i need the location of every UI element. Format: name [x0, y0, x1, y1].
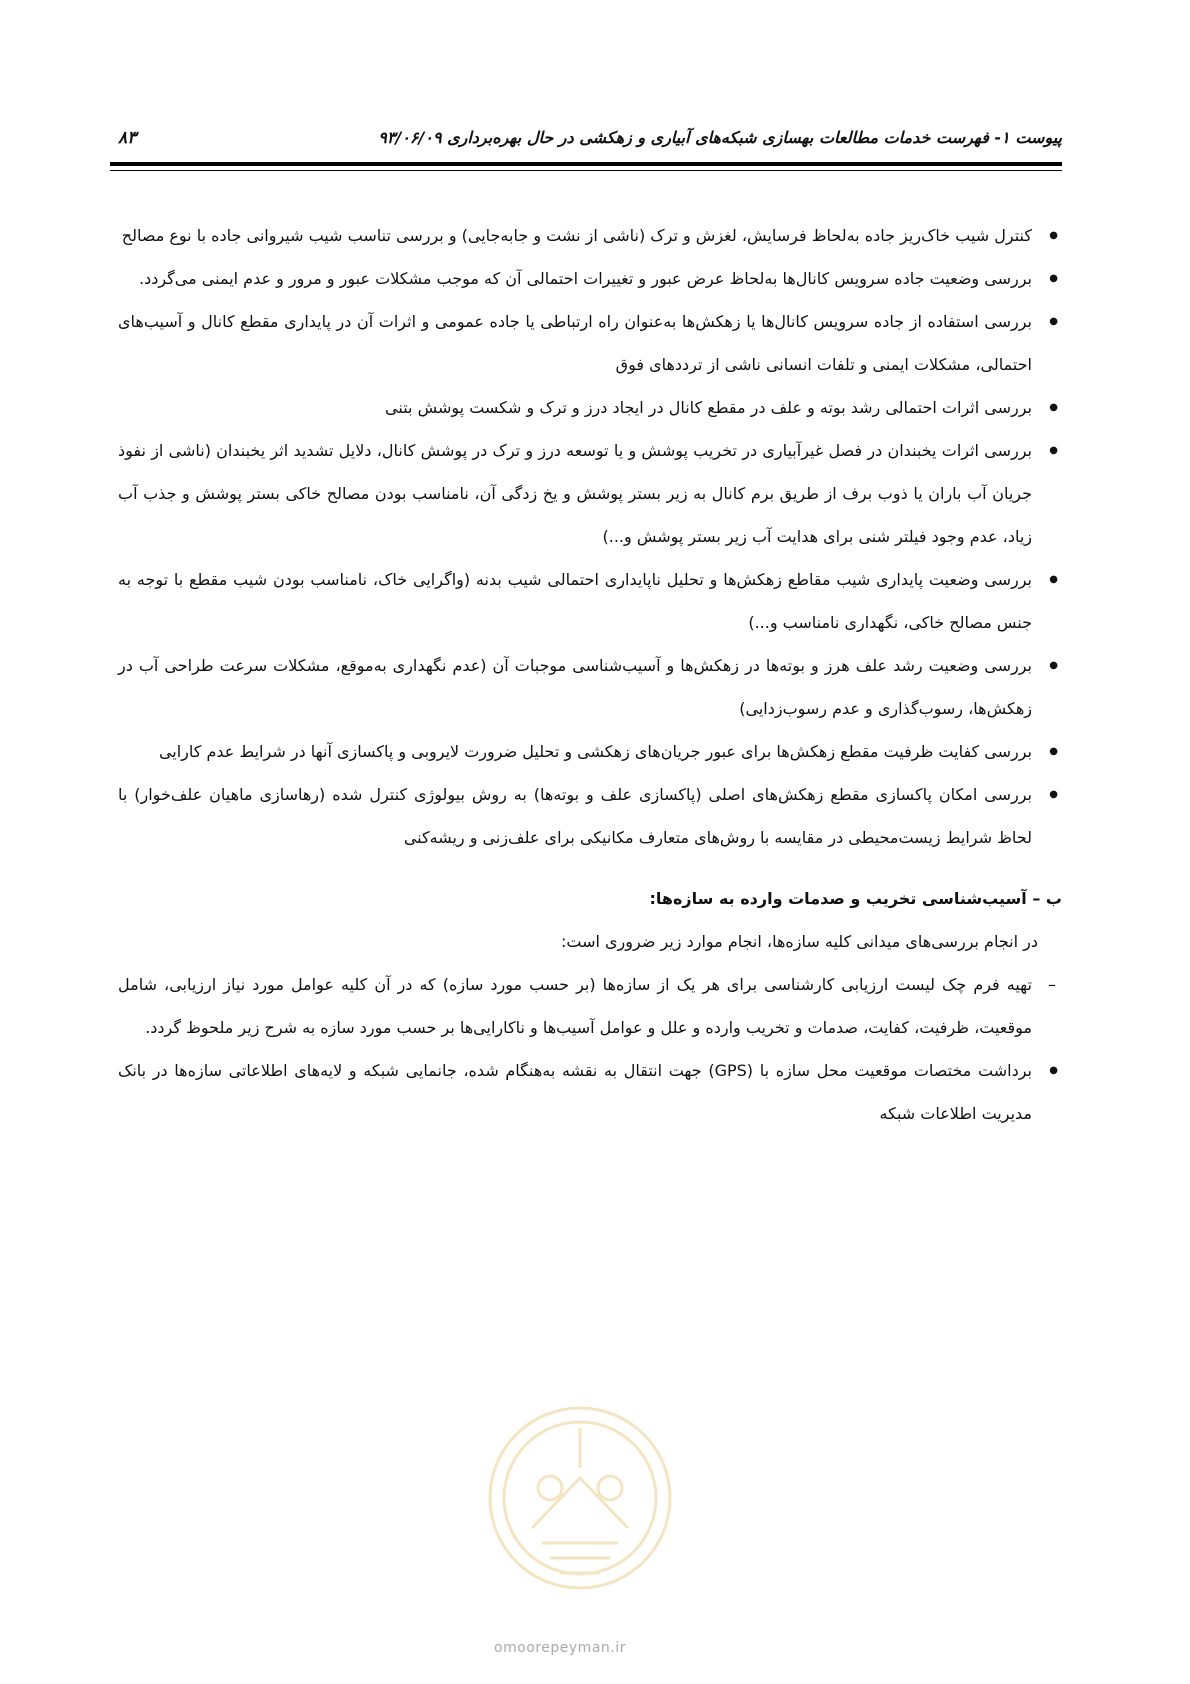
list-item: ● بررسی امکان پاکسازی مقطع زهکش‌های اصلی (پاکسازی علف و بوته‌ها) به روش بیولوژی کنترل شده (رهاسازی ماهیان علف‌خوار) با لحاظ شرایط زیست‌محیطی در مقایسه با روش‌های متعارف مکانیکی برای علف‌زنی و ریشه‌کنی [118, 773, 1062, 859]
list-item: ● بررسی وضعیت رشد علف هرز و بوته‌ها در زهکش‌ها و آسیب‌شناسی موجبات آن (عدم نگهداری به‌موقع، مشکلات سرعت طراحی آب در زهکش‌ها، رسوب‌گذاری و عدم رسوب‌زدایی) [118, 644, 1062, 730]
page-header [118, 128, 1062, 158]
list-item: ● بررسی اثرات یخبندان در فصل غیرآبیاری در تخریب پوشش و یا توسعه درز و ترک در پوشش کانال، دلایل تشدید اثر یخبندان (ناشی از نفوذ جریان آب باران یا ذوب برف از طریق برم کانال به زیر بستر پوشش و یخ زدگی آن، نامناسب بودن مصالح خاکی بستر پوشش و جذب آب زیاد، عدم وجود فیلتر شنی برای هدایت آب زیر بستر پوشش و...) [118, 429, 1062, 558]
watermark-seal [480, 1378, 680, 1628]
bullet-list [118, 214, 1062, 859]
page-content [118, 214, 1062, 1135]
header-rule-thin [110, 170, 1062, 171]
watermark-url: omoorepeyman.ir [494, 1640, 626, 1656]
section-intro: در انجام بررسی‌های میدانی کلیه سازه‌ها، انجام موارد زیر ضروری است: [560, 932, 1038, 951]
list-item: ● برداشت مختصات موقعیت محل سازه با (GPS) جهت انتقال به نقشه به‌هنگام شده، جانمایی شبکه و لایه‌های اطلاعاتی سازه‌ها در بانک مدیریت اطلاعات شبکه [118, 1049, 1062, 1135]
header-rule-thick [110, 162, 1062, 166]
page-number: ۸۳ [118, 128, 137, 148]
list-item: ● بررسی استفاده از جاده سرویس کانال‌ها یا زهکش‌ها به‌عنوان راه ارتباطی یا جاده عمومی و اثرات آن در پایداری مقطع کانال و آسیب‌های احتمالی، مشکلات ایمنی و تلفات انسانی ناشی از ترددهای فوق [118, 300, 1062, 386]
header-title: پیوست ۱- فهرست خدمات مطالعات بهسازی شبکه‌های آبیاری و زهکشی در حال بهره‌برداری ۹۳/۰۶/۰۹ [378, 128, 1062, 147]
list-item: ● کنترل شیب خاک‌ریز جاده به‌لحاظ فرسایش، لغزش و ترک (ناشی از نشت و جابه‌جایی) و بررسی تناسب شیب شیروانی جاده با نوع مصالح [118, 214, 1062, 257]
list-item: ● بررسی وضعیت جاده سرویس کانال‌ها به‌لحاظ عرض عبور و تغییرات احتمالی آن که موجب مشکلات عبور و مرور و عدم ایمنی می‌گردد. [118, 257, 1062, 300]
list-item: ● بررسی اثرات احتمالی رشد بوته و علف در مقطع کانال در ایجاد درز و ترک و شکست پوشش بتنی [118, 386, 1062, 429]
dash-list [118, 963, 1062, 1049]
section-heading: ب – آسیب‌شناسی تخریب و صدمات وارده به سازه‌ها: [649, 889, 1062, 908]
list-item: ● بررسی کفایت ظرفیت مقطع زهکش‌ها برای عبور جریان‌های زهکشی و تحلیل ضرورت لایروبی و پاکسازی آنها در شرایط عدم کارایی [118, 730, 1062, 773]
list-item: ● بررسی وضعیت پایداری شیب مقاطع زهکش‌ها و تحلیل ناپایداری احتمالی شیب بدنه (واگرایی خاک، نامناسب بودن شیب مقطع با توجه به جنس مصالح خاکی، نگهداری نامناسب و...) [118, 558, 1062, 644]
structure-bullet-list [118, 1049, 1062, 1135]
list-item: – تهیه فرم چک لیست ارزیابی کارشناسی برای هر یک از سازه‌ها (بر حسب مورد سازه) که در آن کلیه عوامل مورد نیاز ارزیابی، شامل موقعیت، ظرفیت، کفایت، صدمات و تخریب وارده و علل و عوامل آسیب‌ها و ناکارایی‌ها بر حسب مورد سازه به شرح زیر ملحوظ گردد. [118, 963, 1062, 1049]
